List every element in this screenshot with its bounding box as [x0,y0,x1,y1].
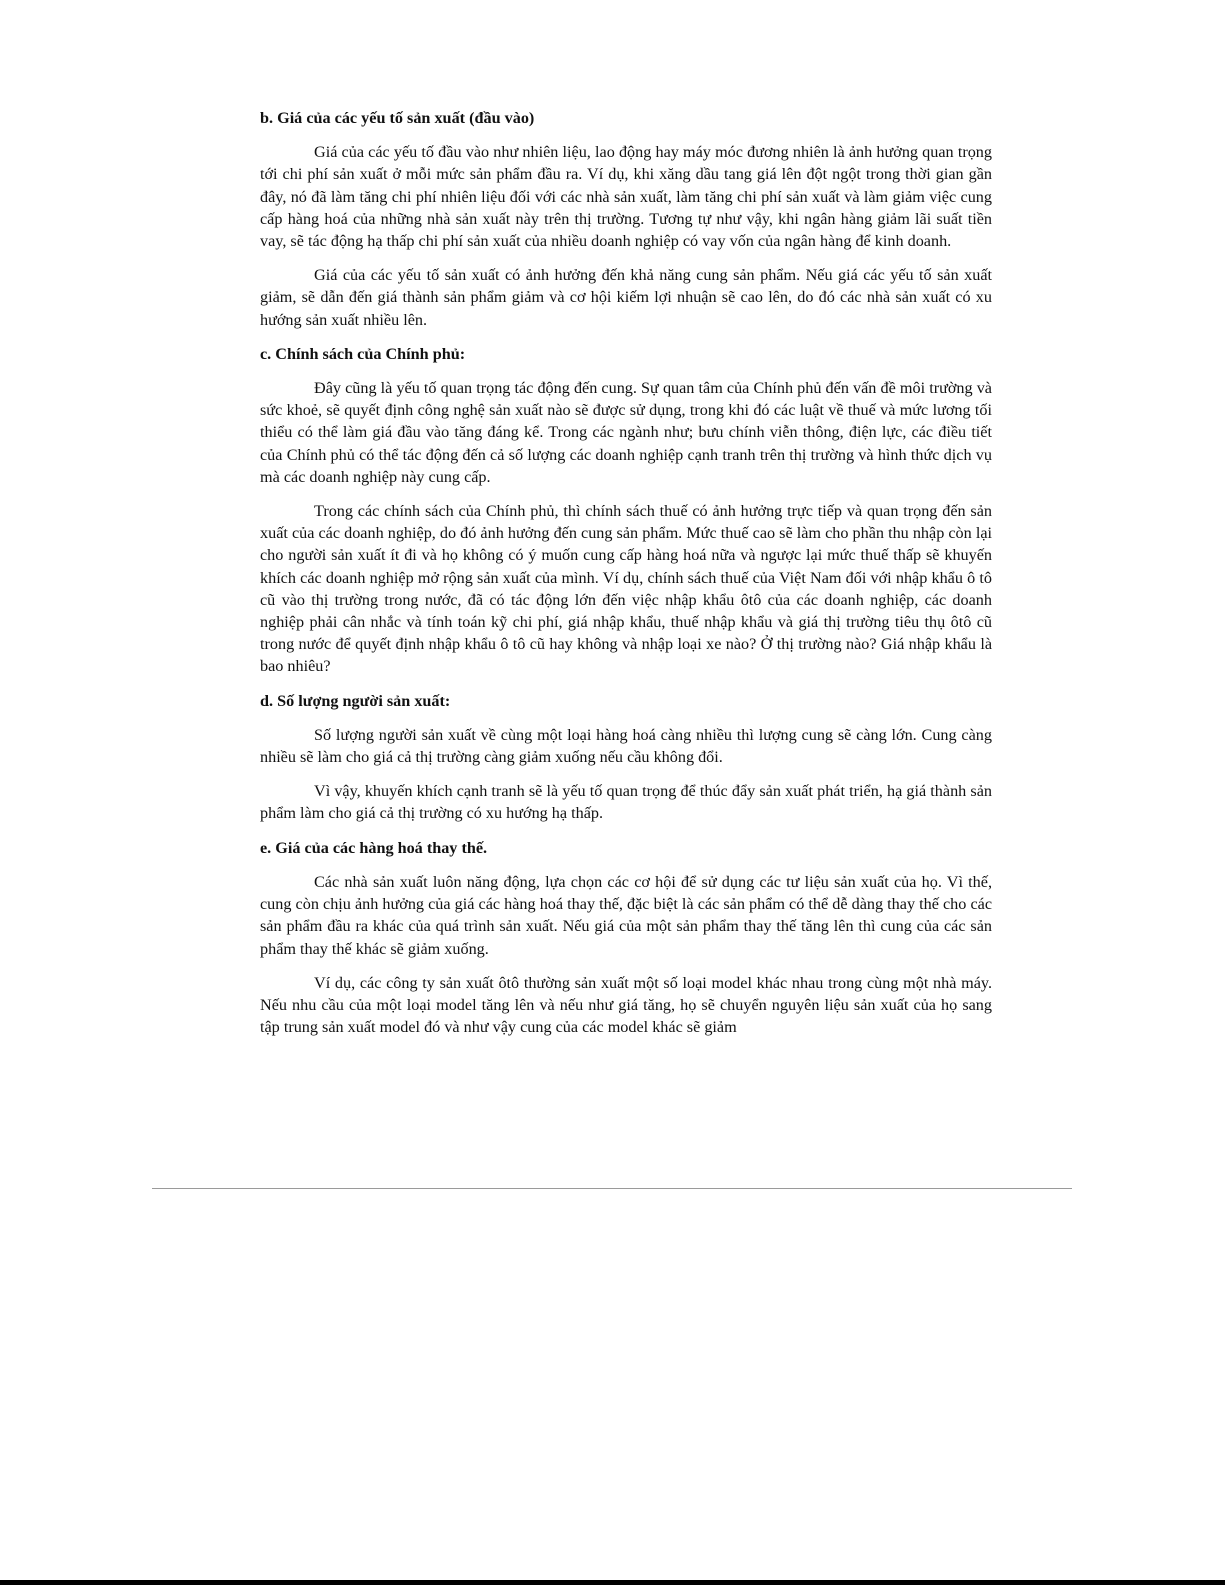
page-bottom-edge [0,1580,1225,1585]
paragraph: Giá của các yếu tố sản xuất có ảnh hưởng đến khả năng cung sản phẩm. Nếu giá các yếu tố sản xuất giảm, sẽ dẫn đến giá thành sản phẩm giảm và cơ hội kiếm lợi nhuận sẽ cao lên, do đó các nhà sản xuất có xu hướng sản xuất nhiều lên. [260,266,992,329]
section-heading: b. Giá của các yếu tố sản xuất (đầu vào) [260,109,535,127]
paragraph: Số lượng người sản xuất về cùng một loại hàng hoá càng nhiều thì lượng cung sẽ càng lớn. Cung càng nhiều sẽ làm cho giá cả thị trường càng giảm xuống nếu cầu không đổi. [260,725,992,767]
paragraph: Trong các chính sách của Chính phủ, thì chính sách thuế có ảnh hưởng trực tiếp và quan trọng đến sản xuất của các doanh nghiệp, do đó ảnh hưởng đến cung sản phẩm. Mức thuế cao sẽ làm cho phần thu nhập còn lại cho người sản xuất ít đi và họ không có ý muốn cung cấp hàng hoá nữa và ngược lại mức thuế thấp sẽ khuyến khích các doanh nghiệp mở rộng sản xuất của mình. Ví dụ, chính sách thuế của Việt Nam đối với nhập khẩu ô tô cũ vào thị trường trong nước, đã có tác động lớn đến việc nhập khẩu ôtô của các doanh nghiệp, các doanh nghiệp phải cân nhắc và tính toán kỹ chi phí, giá nhập khẩu, thuế nhập khẩu và giá thị trường tiêu thụ ôtô cũ trong nước để quyết định nhập khẩu ô tô cũ hay không và nhập loại xe nào? Ở thị trường nào? Giá nhập khẩu là bao nhiêu? [260,502,992,676]
paragraph: Ví dụ, các công ty sản xuất ôtô thường sản xuất một số loại model khác nhau trong cùng một nhà máy. Nếu nhu cầu của một loại model tăng lên và nếu như giá tăng, họ sẽ chuyển nguyên liệu sản xuất của họ sang tập trung sản xuất model đó và như vậy cung của các model khác sẽ giảm [260,973,992,1037]
section-c [260,343,992,678]
section-e [260,837,992,1039]
paragraph: Các nhà sản xuất luôn năng động, lựa chọn các cơ hội để sử dụng các tư liệu sản xuất của họ. Vì thế, cung còn chịu ảnh hưởng của giá các hàng hoá thay thế, đặc biệt là các sản phẩm có thể dễ dàng thay thế cho các sản phẩm đầu ra khác của quá trình sản xuất. Nếu giá của một sản phẩm thay thế tăng lên thì cung của các sản phẩm thay thế khác sẽ giảm xuống. [260,872,992,958]
section-heading: d. Số lượng người sản xuất: [260,691,451,710]
section-d [260,690,992,825]
page-content [260,107,992,1038]
paragraph: Giá của các yếu tố đầu vào như nhiên liệu, lao động hay máy móc đương nhiên là ảnh hưởng quan trọng tới chi phí sản xuất ở mỗi mức sản phẩm đầu ra. Ví dụ, khi xăng dầu tang giá lên đột ngột trong thời gian gần đây, nó đã làm tăng chi phí nhiên liệu đối với các nhà sản xuất, làm tăng chi phí sản xuất và làm giảm việc cung cấp hàng hoá của những nhà sản xuất này trên thị trường. Tương tự như vậy, khi ngân hàng giảm lãi suất tiền vay, sẽ tác động hạ thấp chi phí sản xuất của nhiều doanh nghiệp có vay vốn của ngân hàng để kinh doanh. [260,143,992,251]
section-heading: e. Giá của các hàng hoá thay thế. [260,838,488,857]
paragraph: Vì vậy, khuyến khích cạnh tranh sẽ là yếu tố quan trọng để thúc đẩy sản xuất phát triển, hạ giá thành sản phẩm làm cho giá cả thị trường có xu hướng hạ thấp. [260,782,992,823]
section-b [260,107,992,331]
footer-divider [152,1188,1072,1189]
section-heading: c. Chính sách của Chính phủ: [260,344,466,363]
paragraph: Đây cũng là yếu tố quan trọng tác động đến cung. Sự quan tâm của Chính phủ đến vấn đề môi trường và sức khoẻ, sẽ quyết định công nghệ sản xuất nào sẽ được sử dụng, trong khi đó các luật về thuế và mức lương tối thiểu có thể làm giá đầu vào tăng đáng kể. Trong các ngành như; bưu chính viễn thông, điện lực, các điều tiết của Chính phủ có thể tác động đến cả số lượng các doanh nghiệp cạnh tranh trên thị trường và hình thức dịch vụ mà các doanh nghiệp này cung cấp. [260,379,992,486]
